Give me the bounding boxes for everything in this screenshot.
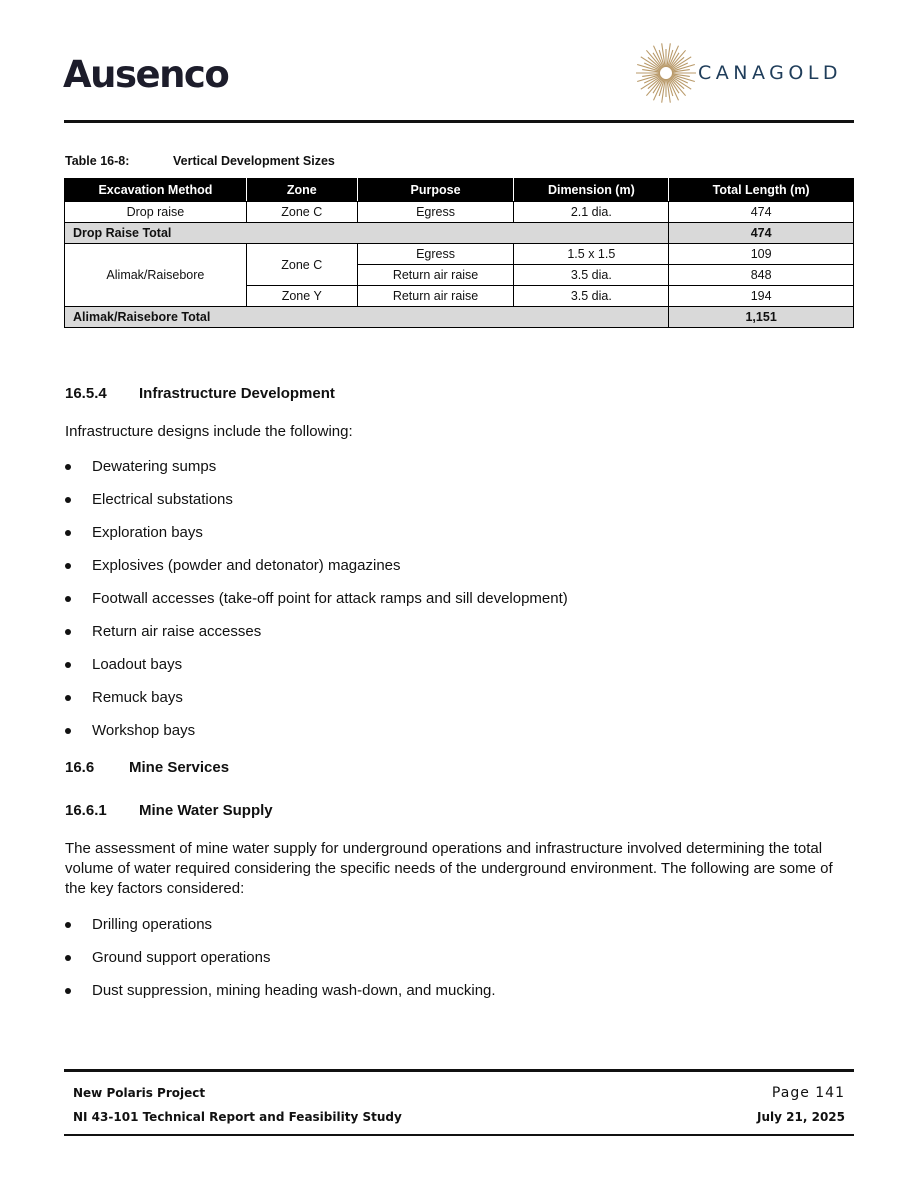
table-cell: Return air raise — [357, 265, 514, 286]
table-cell: Egress — [357, 244, 514, 265]
total-label: Drop Raise Total — [65, 223, 669, 244]
table-cell: 474 — [669, 202, 854, 223]
section-heading — [65, 802, 273, 819]
ausenco-logo: Ausenco — [63, 53, 229, 96]
table-number: Table 16-8: — [65, 154, 130, 168]
footer-report: NI 43-101 Technical Report and Feasibility Study — [73, 1110, 402, 1124]
table-cell: Alimak/Raisebore — [65, 244, 247, 307]
canagold-logo — [634, 40, 854, 106]
table-row — [65, 202, 854, 223]
footer-page-number: Page 141 — [771, 1085, 845, 1101]
bullet-icon — [65, 922, 71, 928]
column-header: Dimension (m) — [514, 179, 669, 202]
section-number: 16.6.1 — [65, 802, 107, 819]
footer-rule-bottom — [64, 1134, 854, 1136]
table-cell: Drop raise — [65, 202, 247, 223]
footer-date: July 21, 2025 — [757, 1110, 845, 1124]
bullet-icon — [65, 497, 71, 503]
section-title: Infrastructure Development — [139, 385, 335, 402]
column-header: Excavation Method — [65, 179, 247, 202]
table-cell: 109 — [669, 244, 854, 265]
bullet-icon — [65, 728, 71, 734]
table-cell: Zone C — [246, 202, 357, 223]
bullet-icon — [65, 988, 71, 994]
section-title: Mine Water Supply — [139, 802, 273, 819]
column-header: Zone — [246, 179, 357, 202]
canagold-wordmark: CANAGOLD — [698, 62, 843, 84]
header-rule — [64, 120, 854, 123]
total-value: 474 — [669, 223, 854, 244]
table-cell: Return air raise — [357, 286, 514, 307]
bullet-icon — [65, 530, 71, 536]
section-number: 16.6 — [65, 759, 95, 776]
column-header: Total Length (m) — [669, 179, 854, 202]
bullet-icon — [65, 464, 71, 470]
table-total-row — [65, 223, 854, 244]
document-page: Ausenco CANAGOLD Table 16-8: Vertical Development Sizes Excavation Method Zone Purpose Dimension (m) Total Length (m) Drop raise Zone C Egress 2.1 dia. 474 Drop Raise Total 474 Alimak/Raisebore Zone C Egress 1.5 x 1.5 109 Return air raise 3.5 dia. 848 Zone Y Return air raise 3.5 dia. 194 Alimak/Raisebore Total 1,151 16.5.4 Infrastructure Development Infrastructure designs include the following: Dewatering sumps Electrical substations Exploration bays Explosives (powder and detonator) magazines Footwall accesses (take-off point for attack ramps and sill development) Return air raise accesses Loadout bays Remuck bays Workshop bays 16.6 Mine Services 16.6.1 Mine Water Supply The assessment of mine water supply for underground operations and infrastructure involved determining the total volume of water required considering the specific needs of the underground environment. The following are some of the key factors considered: Drilling operations Ground support operations Dust suppression, mining heading wash-down, and mucking. New Polaris Project NI 43-101 Technical Report and Feasibility Study Page 141 July 21, 2025 — [0, 0, 918, 1188]
table-cell: 3.5 dia. — [514, 265, 669, 286]
section-heading — [65, 759, 229, 776]
footer-project: New Polaris Project — [73, 1086, 206, 1100]
sunburst-icon — [634, 40, 698, 106]
bullet-icon — [65, 629, 71, 635]
table-cell: Egress — [357, 202, 514, 223]
table-cell: 3.5 dia. — [514, 286, 669, 307]
table-cell: 848 — [669, 265, 854, 286]
bullet-icon — [65, 596, 71, 602]
bullet-icon — [65, 563, 71, 569]
table-total-row — [65, 307, 854, 328]
table-cell: 1.5 x 1.5 — [514, 244, 669, 265]
table-title: Vertical Development Sizes — [173, 154, 335, 168]
bullet-icon — [65, 695, 71, 701]
section-number: 16.5.4 — [65, 385, 107, 402]
bullet-icon — [65, 955, 71, 961]
total-value: 1,151 — [669, 307, 854, 328]
table-header-row — [65, 179, 854, 202]
vertical-development-table — [64, 178, 854, 328]
section-title: Mine Services — [129, 759, 230, 776]
table-caption — [65, 154, 335, 168]
table-cell: 2.1 dia. — [514, 202, 669, 223]
bullet-icon — [65, 662, 71, 668]
section-heading — [65, 385, 335, 402]
table-row — [65, 244, 854, 265]
table-cell: 194 — [669, 286, 854, 307]
body-paragraph: The assessment of mine water supply for underground operations and infrastructure involved determining the total volume of water required considering the specific needs of the underground environment. The following are some of the key factors considered: — [65, 840, 833, 897]
intro-paragraph: Infrastructure designs include the following: — [65, 423, 353, 440]
table-cell: Zone Y — [246, 286, 357, 307]
footer-rule-top — [64, 1069, 854, 1072]
total-label: Alimak/Raisebore Total — [65, 307, 669, 328]
column-header: Purpose — [357, 179, 514, 202]
table-cell: Zone C — [246, 244, 357, 286]
